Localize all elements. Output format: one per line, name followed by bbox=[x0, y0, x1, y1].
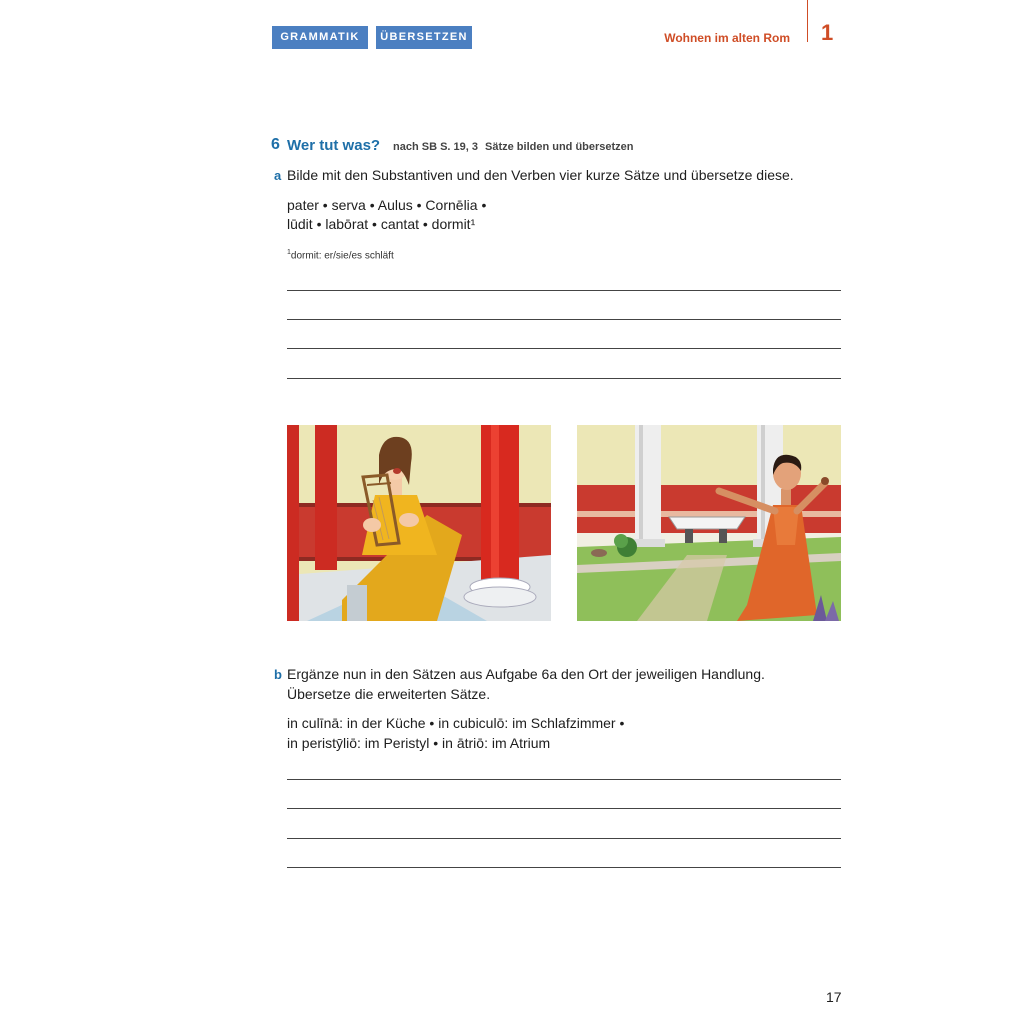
answer-line[interactable] bbox=[287, 867, 841, 868]
word-list-line-1: pater • serva • Aulus • Cornēlia • bbox=[287, 197, 487, 213]
illustration-woman-with-lyre bbox=[287, 425, 551, 621]
woman-playing-lyre-icon bbox=[287, 425, 551, 621]
exercise-number: 6 bbox=[271, 136, 280, 153]
part-b-letter: b bbox=[274, 667, 282, 682]
part-b-instruction-line-2: Übersetze die erweiterten Sätze. bbox=[287, 686, 491, 702]
exercise-reference: nach SB S. 19, 3 bbox=[393, 141, 478, 153]
part-a-instruction: Bilde mit den Substantiven und den Verben vier kurze Sätze und übersetze diese. bbox=[287, 167, 794, 183]
chapter-title: Wohnen im alten Rom bbox=[664, 31, 790, 45]
answer-line[interactable] bbox=[287, 779, 841, 780]
chapter-divider bbox=[807, 0, 808, 42]
chapter-number: 1 bbox=[821, 20, 834, 45]
places-line-1: in culīnā: in der Küche • in cubiculō: im Schlafzimmer • bbox=[287, 715, 625, 731]
part-b-instruction-line-1: Ergänze nun in den Sätzen aus Aufgabe 6a den Ort der jeweiligen Handlung. bbox=[287, 666, 765, 682]
answer-line[interactable] bbox=[287, 378, 841, 379]
illustration-boy-in-peristyle bbox=[577, 425, 841, 621]
answer-line[interactable] bbox=[287, 838, 841, 839]
answer-line[interactable] bbox=[287, 290, 841, 291]
footnote bbox=[287, 249, 394, 261]
answer-line[interactable] bbox=[287, 319, 841, 320]
tag-grammatik: GRAMMATIK bbox=[272, 26, 368, 49]
places-line-2: in peristӯliō: im Peristyl • in ātriō: im Atrium bbox=[287, 735, 551, 751]
page-number: 17 bbox=[826, 989, 842, 1005]
footnote-mark: 1 bbox=[287, 249, 291, 256]
boy-in-peristyle-icon bbox=[577, 425, 841, 621]
word-list-line-2: lūdit • labōrat • cantat • dormit¹ bbox=[287, 216, 476, 232]
tag-uebersetzen: ÜBERSETZEN bbox=[376, 26, 472, 49]
answer-line[interactable] bbox=[287, 348, 841, 349]
footnote-text: dormit: er/sie/es schläft bbox=[290, 250, 394, 262]
answer-line[interactable] bbox=[287, 808, 841, 809]
exercise-task: Sätze bilden und übersetzen bbox=[485, 141, 634, 153]
exercise-title: Wer tut was? bbox=[287, 137, 381, 154]
part-a-letter: a bbox=[274, 168, 282, 183]
